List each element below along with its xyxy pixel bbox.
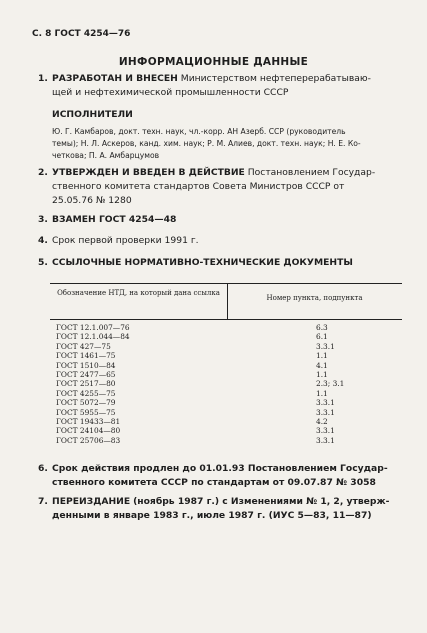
section-5: [38, 256, 413, 270]
table-cell-document: ГОСТ 427—75: [56, 341, 111, 351]
section-2-line2: ственного комитета стандартов Совета Министров СССР от: [52, 181, 345, 192]
section-6: [38, 462, 413, 490]
section-2-bold: УТВЕРЖДЕН И ВВЕДЕН В ДЕЙСТВИЕ: [52, 167, 245, 178]
section-7-line2: денными в январе 1983 г., июле 1987 г. (ИУС 5—83, 11—87): [52, 510, 372, 521]
section-4: [38, 234, 413, 248]
table-cell-clause: 4.2: [316, 416, 328, 426]
table-row: [50, 323, 402, 332]
section-2-line1: Постановлением Государ-: [247, 167, 376, 178]
table-cell-document: ГОСТ 4255—75: [56, 388, 116, 398]
table-row: [50, 436, 402, 445]
table-cell-document: ГОСТ 1461—75: [56, 351, 116, 361]
table-cell-clause: 6.1: [316, 332, 328, 342]
performers-block: [38, 108, 413, 122]
section-5-number: 5.: [38, 257, 48, 268]
table-cell-document: ГОСТ 12.1.007—76: [56, 323, 130, 332]
table-row: [50, 342, 402, 351]
performers-heading: ИСПОЛНИТЕЛИ: [52, 109, 133, 120]
table-row: [50, 370, 402, 379]
table-row: [50, 389, 402, 398]
section-3-text: ВЗАМЕН ГОСТ 4254—48: [52, 214, 177, 225]
table-cell-document: ГОСТ 1510—84: [56, 360, 116, 370]
table-header: [50, 284, 402, 320]
table-cell-clause: 1.1: [316, 388, 328, 398]
table-cell-document: ГОСТ 2477—65: [56, 369, 116, 379]
section-6-number: 6.: [38, 463, 48, 474]
section-1: [38, 72, 413, 100]
section-2: [38, 166, 413, 208]
performers-list: [52, 126, 414, 162]
table-cell-clause: 3.3.1: [316, 426, 335, 436]
table-cell-clause: 1.1: [316, 369, 328, 379]
table-header-clause: Номер пункта, подпункта: [266, 294, 363, 302]
section-1-line1: Министерством нефтеперерабатываю-: [180, 73, 371, 84]
table-cell-document: ГОСТ 5955—75: [56, 407, 116, 417]
table-cell-document: ГОСТ 2517—80: [56, 379, 116, 389]
section-3: [38, 213, 413, 227]
section-6-line1: Срок действия продлен до 01.01.93 Постановлением Государ-: [52, 463, 388, 474]
table-cell-clause: 2.3; 3.1: [316, 379, 345, 389]
table-row: [50, 398, 402, 407]
table-cell-document: ГОСТ 24104—80: [56, 426, 121, 436]
table-row: [50, 426, 402, 435]
table-cell-clause: 3.3.1: [316, 407, 335, 417]
section-2-line3: 25.05.76 № 1280: [52, 195, 132, 206]
page-title: ИНФОРМАЦИОННЫЕ ДАННЫЕ: [118, 56, 309, 68]
performers-line3: четкова; П. А. Амбарцумов: [52, 151, 160, 160]
table-cell-clause: 3.3.1: [316, 398, 335, 408]
table-cell-document: ГОСТ 19433—81: [56, 416, 121, 426]
section-1-line2: щей и нефтехимической промышленности СССР: [52, 87, 289, 98]
table-cell-document: ГОСТ 25706—83: [56, 435, 121, 445]
table-row: [50, 361, 402, 370]
table-divider: [227, 284, 228, 319]
section-7-number: 7.: [38, 496, 48, 507]
table-header-document: Обозначение НТД, на который дана ссылка: [57, 289, 220, 297]
table-cell-clause: 4.1: [316, 360, 328, 370]
section-6-line2: ственного комитета СССР по стандартам от 09.07.87 № 3058: [52, 477, 376, 488]
table-row: [50, 351, 402, 360]
section-4-text: Срок первой проверки 1991 г.: [52, 235, 199, 246]
table-row: [50, 332, 402, 341]
table-cell-clause: 6.3: [316, 323, 328, 332]
references-table: [50, 283, 402, 454]
section-7-bold: ПЕРЕИЗДАНИЕ: [52, 496, 131, 507]
section-3-number: 3.: [38, 214, 48, 225]
table-row: [50, 379, 402, 388]
table-cell-clause: 1.1: [316, 351, 328, 361]
section-7: [38, 495, 413, 523]
table-row: [50, 408, 402, 417]
performers-line1: Ю. Г. Камбаров, докт. техн. наук, чл.-корр. АН Азерб. ССР (руководитель: [52, 127, 346, 136]
section-2-number: 2.: [38, 167, 48, 178]
performers-line2: темы); Н. Л. Аскеров, канд. хим. наук; Р. М. Алиев, докт. техн. наук; Н. Е. Ко-: [52, 139, 361, 148]
section-1-number: 1.: [38, 73, 48, 84]
page-header: С. 8 ГОСТ 4254—76: [32, 29, 131, 39]
section-4-number: 4.: [38, 235, 48, 246]
table-cell-clause: 3.3.1: [316, 341, 335, 351]
table-body: [50, 323, 402, 445]
table-row: [50, 417, 402, 426]
section-1-bold: РАЗРАБОТАН И ВНЕСЕН: [52, 73, 178, 84]
table-cell-document: ГОСТ 5072—79: [56, 398, 116, 408]
section-5-text: ССЫЛОЧНЫЕ НОРМАТИВНО-ТЕХНИЧЕСКИЕ ДОКУМЕНТЫ: [52, 257, 353, 268]
table-cell-clause: 3.3.1: [316, 435, 335, 445]
table-cell-document: ГОСТ 12.1.044—84: [56, 332, 130, 342]
section-7-line1: (ноябрь 1987 г.) с Изменениями № 1, 2, утверж-: [133, 496, 390, 507]
